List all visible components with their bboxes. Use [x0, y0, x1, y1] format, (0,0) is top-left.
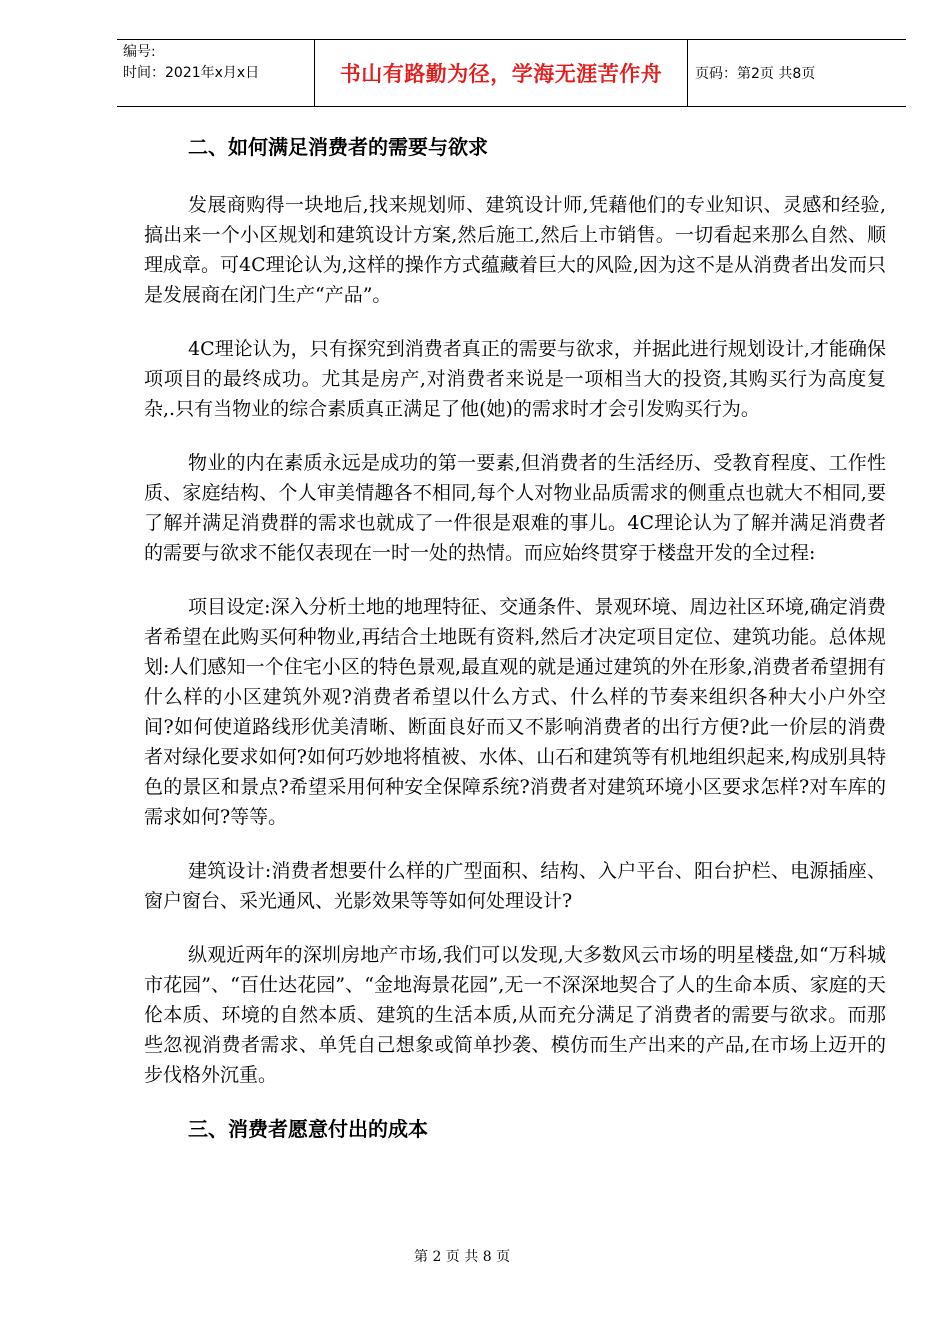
- section-heading-2: 二、如何满足消费者的需要与欲求: [188, 135, 488, 159]
- paragraph: 物业的内在素质永远是成功的第一要素,但消费者的生活经历、受教育程度、工作性质、家庭结构、个人审美情趣各不相同,每个人对物业品质需求的侧重点也就大不相同,要了解并满足消费群的需求也就成了一件很是艰难的事儿。4C理论认为了解并满足消费者的需要与欲求不能仅表现在一时一处的热情。而应始终贯穿于楼盘开发的全过程:: [144, 452, 886, 564]
- document-time-label: 时间：2021年x月x日: [123, 65, 260, 81]
- document-body: [144, 132, 886, 1172]
- paragraph: 纵观近两年的深圳房地产市场,我们可以发现,大多数风云市场的明星楼盘,如“万科城市花园”、“百仕达花园”、“金地海景花园”,无一不深深地契合了人的生命本质、家庭的天伦本质、环境的自然本质、建筑的生活本质,从而充分满足了消费者的需要与欲求。而那些忽视消费者需求、单凭自己想象或简单抄袭、模仿而生产出来的产品,在市场上迈开的步伐格外沉重。: [144, 944, 886, 1086]
- document-number-label: 编号:: [123, 44, 156, 60]
- paragraph: 建筑设计:消费者想要什么样的广型面积、结构、入户平台、阳台护栏、电源插座、窗户窗台、采光通风、光影效果等等如何处理设计?: [144, 860, 886, 912]
- header-page-number: 页码：第2页 共8页: [695, 66, 816, 82]
- header-info-cell: [117, 40, 315, 106]
- paragraph: 发展商购得一块地后,找来规划师、建筑设计师,凭藉他们的专业知识、灵感和经验,搞出来一个小区规划和建筑设计方案,然后施工,然后上市销售。一切看起来那么自然、顺理成章。可4C理论认为,这样的操作方式蕴藏着巨大的风险,因为这不是从消费者出发而只是发展商在闭门生产“产品”。: [144, 194, 886, 306]
- section-heading-3: 三、消费者愿意付出的成本: [188, 1117, 428, 1141]
- paragraph: 4C理论认为，只有探究到消费者真正的需要与欲求，并据此进行规划设计,才能确保项项目的最终成功。尤其是房产,对消费者来说是一项相当大的投资,其购买行为高度复杂,.只有当物业的综合素质真正满足了他(她)的需求时才会引发购买行为。: [144, 338, 886, 420]
- header-motto: 书山有路勤为径，学海无涯苦作舟: [315, 40, 688, 106]
- paragraph: 项目设定:深入分析土地的地理特征、交通条件、景观环境、周边社区环境,确定消费者希望在此购买何种物业,再结合土地既有资料,然后才决定项目定位、建筑功能。总体规划:人们感知一个住宅小区的特色景观,最直观的就是通过建筑的外在形象,消费者希望拥有什么样的小区建筑外观?消费者希望以什么方式、什么样的节奏来组织各种大小户外空间?如何使道路线形优美清晰、断面良好而又不影响消费者的出行方便?此一价层的消费者对绿化要求如何?如何巧妙地将植被、水体、山石和建筑等有机地组织起来,构成别具特色的景区和景点?希望采用何种安全保障系统?消费者对建筑环境小区要求怎样?对车库的需求如何?等等。: [144, 596, 886, 828]
- page-footer: 第 2 页 共 8 页: [414, 1249, 511, 1265]
- document-header: [117, 39, 906, 107]
